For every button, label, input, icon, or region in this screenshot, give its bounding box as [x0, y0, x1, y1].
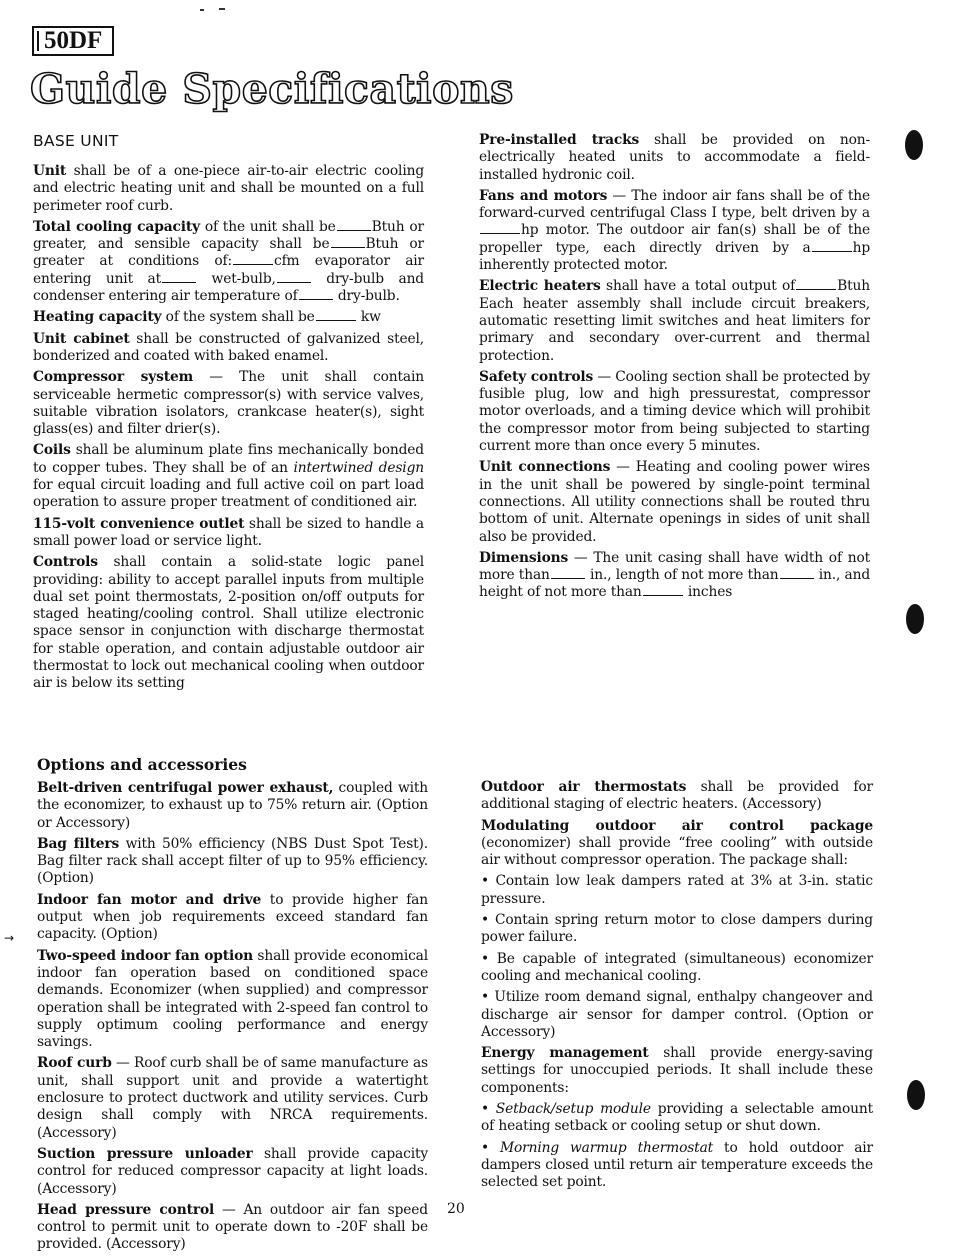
fill-in-blank: [299, 289, 333, 300]
option-bag-filters: Bag filters with 50% efficiency (NBS Dust Spot Test). Bag filter rack shall accept filter of up to 95% efficiency. (Option): [37, 835, 428, 887]
spec-dimensions: Dimensions — The unit casing shall have width of not more than in., length of not more than in., and height of not more than inches: [479, 549, 870, 601]
economizer-bullet: • Contain low leak dampers rated at 3% at 3-in. static pressure.: [481, 873, 873, 907]
economizer-bullet: • Contain spring return motor to close dampers during power failure.: [481, 912, 873, 946]
options-column-left: [37, 780, 428, 1258]
option-roof-curb: Roof curb — Roof curb shall be of same manufacture as unit, shall support unit and provide a watertight enclosure to protect ductwork and utility services. Curb design shall comply with NRCA requirements. (Accessory): [37, 1055, 428, 1141]
model-badge: 50DF: [32, 26, 114, 56]
scan-speck: [219, 8, 225, 10]
fill-in-blank: [551, 568, 585, 579]
option-indoor-fan-motor: Indoor fan motor and drive to provide higher fan output when job requirements exceed standard fan capacity. (Option): [37, 891, 428, 943]
options-heading: Options and accessories: [37, 755, 247, 774]
option-energy-management: Energy management shall provide energy-saving settings for unoccupied periods. It shall include these components:: [481, 1045, 873, 1096]
spec-unit-connections: Unit connections — Heating and cooling power wires in the unit shall be powered by single-point terminal connections. All utility connections shall be routed thru bottom of unit. Alternate openings in sides of unit shall also be provided.: [479, 459, 870, 545]
fill-in-blank: [337, 220, 371, 231]
spec-pre-installed-tracks: Pre-installed tracks shall be provided on non-electrically heated units to accommodate a field-installed hydronic coil.: [479, 132, 870, 183]
options-column-right: [481, 779, 873, 1196]
spec-unit-cabinet: Unit cabinet shall be constructed of galvanized steel, bonderized and coated with baked enamel.: [33, 330, 424, 364]
scan-speck: [200, 9, 204, 11]
energy-bullet-setback: • Setback/setup module providing a selectable amount of heating setback or cooling setup or shut down.: [481, 1101, 873, 1135]
option-oa-thermostats: Outdoor air thermostats shall be provided for additional staging of electric heaters. (Accessory): [481, 779, 873, 813]
fill-in-blank: [643, 585, 683, 596]
spec-safety-controls: Safety controls — Cooling section shall be protected by fusible plug, low and high pressurestat, compressor motor overloads, and a timing device which will prohibit the compressor motor from being subjected to starting current more than once every 5 minutes.: [479, 368, 871, 455]
economizer-bullet: • Be capable of integrated (simultaneous) economizer cooling and mechanical cooling.: [481, 950, 873, 984]
fill-in-blank: [780, 568, 814, 579]
binder-hole-bottom: [907, 1080, 925, 1110]
energy-bullet-warmup: • Morning warmup thermostat to hold outdoor air dampers closed until return air temperature exceeds the selected set point.: [481, 1139, 873, 1191]
page-number: 20: [447, 1201, 465, 1217]
fill-in-blank: [277, 272, 311, 283]
spec-controls: Controls shall contain a solid-state logic panel providing: ability to accept parallel inputs from multiple dual set point thermostats, 2-position on/off outputs for staged heating/cooling control. Shall utilize electronic space sensor in conjunction with discharge thermostat for stable operation, and contain adjustable outdoor air thermostat to lock out mechanical cooling when outdoor air is below its setting: [33, 554, 424, 692]
option-two-speed-fan: Two-speed indoor fan option shall provide economical indoor fan operation based on conditioned space demands. Economizer (when supplied) and compressor operation shall be integrated with 2-speed fan control to supply optimum cooling performance and energy savings.: [37, 947, 428, 1051]
margin-change-arrow: →: [4, 931, 15, 945]
fill-in-blank: [796, 279, 836, 290]
fill-in-blank: [480, 223, 520, 234]
fill-in-blank: [162, 272, 196, 283]
page-title: Guide Specifications: [30, 65, 514, 113]
binder-hole-top: [905, 130, 923, 160]
base-unit-heading: BASE UNIT: [33, 132, 119, 150]
fill-in-blank: [316, 310, 356, 321]
spec-total-cooling: Total cooling capacity of the unit shall be Btuh or greater, and sensible capacity shall be Btuh or greater at conditions of: cfm evaporator air entering unit at wet-bulb, dry-bulb and condenser entering air temperature of dry-bulb.: [33, 218, 425, 305]
option-economizer: Modulating outdoor air control package (economizer) shall provide “free cooling” with outside air without compressor operation. The package shall:: [481, 817, 873, 869]
spec-convenience-outlet: 115-volt convenience outlet shall be sized to handle a small power load or service light.: [33, 515, 424, 549]
option-suction-unloader: Suction pressure unloader shall provide capacity control for reduced compressor capacity at light loads. (Accessory): [37, 1145, 428, 1197]
fill-in-blank: [233, 254, 273, 265]
fill-in-blank: [331, 237, 365, 248]
spec-unit: Unit shall be of a one-piece air-to-air electric cooling and electric heating unit and shall be mounted on a full perimeter roof curb.: [33, 163, 424, 214]
spec-compressor-system: Compressor system — The unit shall contain serviceable hermetic compressor(s) with service valves, suitable vibration isolators, crankcase heater(s), sight glass(es) and filter drier(s).: [33, 369, 424, 438]
spec-electric-heaters: Electric heaters shall have a total output of Btuh Each heater assembly shall include circuit breakers, automatic resetting limit switches and heat limiters for primary and secondary over-current and thermal protection.: [479, 278, 870, 364]
option-power-exhaust: Belt-driven centrifugal power exhaust, coupled with the economizer, to exhaust up to 75% return air. (Option or Accessory): [37, 780, 428, 831]
base-unit-column-right: [479, 132, 870, 606]
option-head-pressure: Head pressure control — An outdoor air fan speed control to permit unit to operate down to -20F shall be provided. (Accessory): [37, 1201, 428, 1253]
spec-heating-capacity: Heating capacity of the system shall be kw: [33, 309, 381, 326]
spec-coils: Coils shall be aluminum plate fins mechanically bonded to copper tubes. They shall be of an intertwined design for equal circuit loading and full active coil on part load operation to assure proper treatment of conditioned air.: [33, 442, 424, 511]
spec-fans-and-motors: Fans and motors — The indoor air fans shall be of the forward-curved centrifugal Class I type, belt driven by ahp motor. The outdoor air fan(s) shall be of the propeller type, each directly driven by a hp inherently protected motor.: [479, 187, 870, 274]
binder-hole-middle: [906, 604, 924, 634]
base-unit-column-left: [33, 163, 425, 692]
fill-in-blank: [812, 241, 852, 252]
economizer-bullet: • Utilize room demand signal, enthalpy changeover and discharge air sensor for damper control. (Option or Accessory): [481, 989, 873, 1040]
